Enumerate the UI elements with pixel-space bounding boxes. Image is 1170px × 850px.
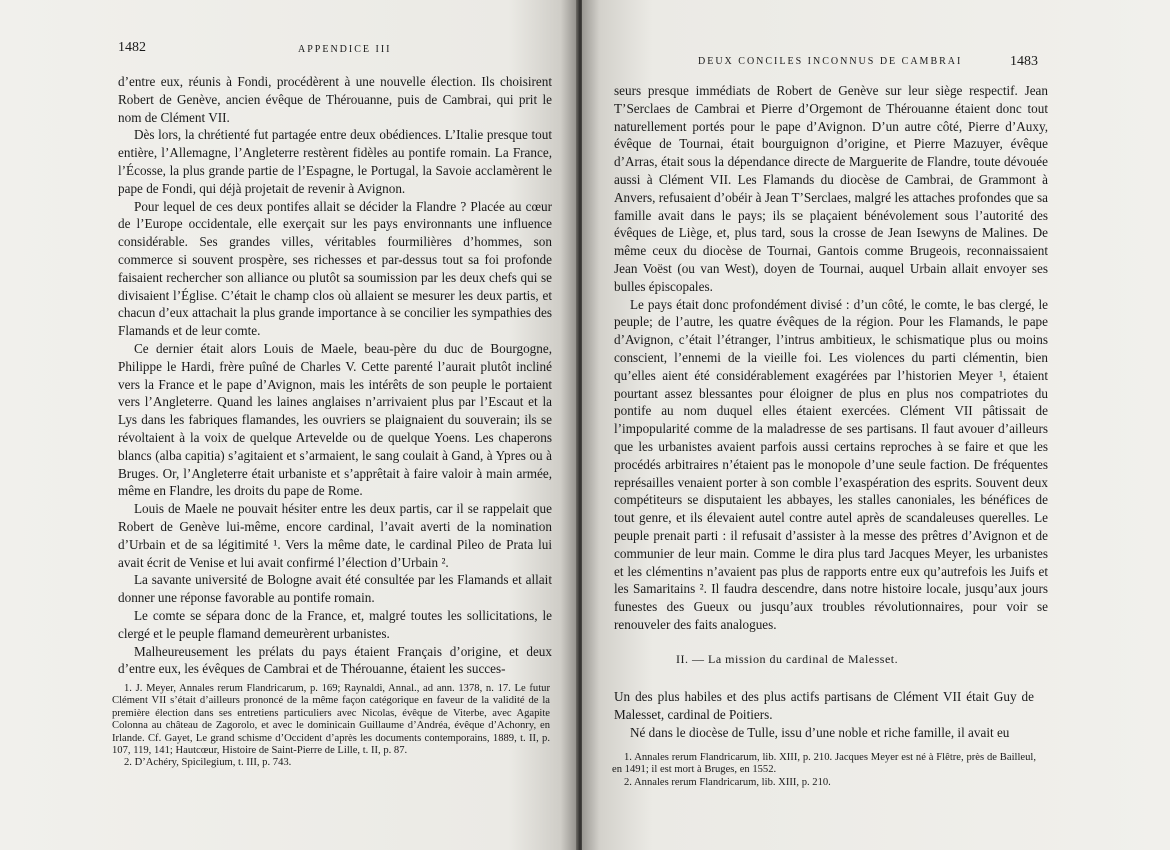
paragraph: Malheureusement les prélats du pays étaient Français d’origine, et deux d’entre eux, les évêques de Cambrai et de Thérouanne, étaient les succes- (118, 643, 552, 677)
footnotes (112, 683, 550, 770)
paragraph: Dès lors, la chrétienté fut partagée entre deux obédiences. L’Italie presque tout entière, l’Allemagne, l’Angleterre restèrent fidèles au pontife romain. La France, l’Écosse, la plus grande partie de l’Espagne, le Portugal, la Savoie acclamèrent le pape de Fondi, qui déjà projetait de revenir à Avignon. (118, 127, 552, 196)
footnote: 1. Annales rerum Flandricarum, lib. XIII, p. 210. Jacques Meyer est né à Flêtre, près de Bailleul, en 1491; il est mort à Bruges, en 1552. (612, 752, 1036, 776)
left-page (0, 0, 578, 850)
footnote: 2. D’Achéry, Spicilegium, t. III, p. 743. (124, 757, 292, 769)
paragraph: Pour lequel de ces deux pontifes allait se décider la Flandre ? Placée au cœur de l’Europe occidentale, elle exerçait sur les pays environnants une influence considérable. Ses grandes villes, véritables fourmilières d’hommes, son commerce si souvent prospère, ses richesses et par-dessus tout sa foi profonde faisaient rechercher son alliance ou plutôt sa soumission par les deux chefs qui se divisaient l’Église. C’était le champ clos où allaient se mesurer les deux partis, et chacun d’eux attachait la plus grande importance à se concilier les sympathies des Flamands et de leur comte. (118, 198, 552, 339)
page-number: 1483 (1010, 54, 1038, 69)
paragraph: d’entre eux, réunis à Fondi, procédèrent à une nouvelle élection. Ils choisirent Robert de Genève, ancien évêque de Thérouanne, puis de Cambrai, qui prit le nom de Clément VII. (118, 74, 552, 125)
paragraph: Le comte se sépara donc de la France, et, malgré toutes les sollicitations, le clergé et le peuple flamand demeurèrent urbanistes. (118, 607, 552, 641)
paragraph: Ce dernier était alors Louis de Maele, beau-père du duc de Bourgogne, Philippe le Hardi, frère puîné de Charles V. Cette parenté l’aurait plutôt incliné vers la France et le pape d’Avignon, mais les intérêts de son peuple le portaient vers l’Angleterre. Quand les laines anglaises n’arrivaient plus par l’Escaut et la Lys dans les fabriques flamandes, les ouvriers se plaignaient du souverain; ils se révoltaient à la voix de quelque Artevelde ou de quelque Yoens. Les chaperons blancs (alba capitia) s’agitaient et s’armaient, le sang coulait à Gand, à Ypres ou à Bruges. Or, l’Angleterre était urbaniste et s’apprêtait à faire valoir à main armée, même en Flandre, les droits du pape de Rome. (118, 340, 552, 499)
body-text (118, 73, 552, 678)
body-text (614, 82, 1048, 634)
page-number: 1482 (118, 40, 146, 55)
paragraph: seurs presque immédiats de Robert de Genève sur leur siège respectif. Jean T’Serclaes de Cambrai et Pierre d’Orgemont de Thérouanne étaient donc tout naturellement portés pour le pape d’Avignon. D’un autre côté, Pierre d’Auxy, évêque de Tournai, était bourguignon d’origine, et Pierre Mazuyer, évêque d’Arras, était sous la dépendance directe de Marguerite de Flandre, toute dévouée aussi à Clément VII. Les Flamands du diocèse de Cambrai, de Grammont à Anvers, refusaient d’obéir à Jean T’Serclaes, malgré les attaches profondes que sa famille avait dans le pays; ils se plaçaient bénévolement sous l’autorité des évêques de Liège, et, plus tard, sous la crosse de Jean Isewyns de Malines. De même ceux du diocèse de Tournai, Gantois comme Brugeois, reconnaissaient Jean Voëst (ou van West), doyen de Tournai, auquel Urbain allait envoyer ses bulles épiscopales. (614, 83, 1048, 294)
footnote: 1. J. Meyer, Annales rerum Flandricarum, p. 169; Raynaldi, Annal., ad ann. 1378, n. 17. Le futur Clément VII s’était d’ailleurs prononcé de la même façon catégorique en faveur de la validité de la première élection dans ses entretiens particuliers avec Nicolas, évêque de Viterbe, avec Agapite Colonna au château de Zagorolo, et avec le dominicain Guillaume d’Andréa, évêque d’Achonry, en Irlande. Cf. Gayet, Le grand schisme d’Occident d’après les documents contemporains, 1889, t. II, p. 107, 119, 141; Hautcœur, Histoire de Saint-Pierre de Lille, t. II, p. 87. (112, 683, 550, 757)
footnotes (612, 752, 1036, 789)
running-title: DEUX CONCILES INCONNUS DE CAMBRAI (698, 56, 963, 67)
paragraph: Le pays était donc profondément divisé : d’un côté, le comte, le bas clergé, le peuple; de l’autre, les quatre évêques de la région. Pour les Flamands, le pape d’Avignon, c’était l’étranger, l’intrus ambitieux, le schismatique plus ou moins conscient, l’ennemi de la vieille foi. Les violences du parti clémentin, bien qu’elles aient été considérablement exagérées par l’historien Meyer ¹, étaient pourtant assez blessantes pour éloigner de plus en plus nos compatriotes du pontife au nom duquel elles étaient exercées. Clément VII pâtissait de l’impopularité comme de la maladresse de ses partisans. Il faut avouer d’ailleurs que les urbanistes avaient parfois aussi certains reproches à se faire et que les procédés arbitraires n’étaient pas le monopole d’une seule faction. De fréquentes représailles venaient porter à son comble l’exaspération des esprits. Souvent deux compétiteurs se disputaient les abbayes, les stalles canoniales, les bénéfices de tout genre, et ils élevaient autel contre autel après de scandaleuses querelles. Le peuple prenait parti : il refusait d’assister à la messe des prêtres d’Avignon et de communier de leur main. Comme le dira plus tard Jacques Meyer, les urbanistes et les clémentins n’avaient pas plus de rapports entre eux qu’autrefois les Juifs et les Samaritains ². Il faudra descendre, dans notre histoire locale, jusqu’aux jours funestes des Gueux ou jusqu’aux troubles révolutionnaires, pour voir se renouveler des faits analogues. (614, 296, 1048, 632)
section-heading: II. — La mission du cardinal de Malesset. (676, 652, 899, 666)
paragraph: Né dans le diocèse de Tulle, issu d’une noble et riche famille, il avait eu (630, 724, 1010, 740)
paragraph: La savante université de Bologne avait été consultée par les Flamands et allait donner une réponse favorable au pontife romain. (118, 572, 552, 606)
footnote: 2. Annales rerum Flandricarum, lib. XIII, p. 210. (624, 776, 831, 788)
paragraph: Un des plus habiles et des plus actifs partisans de Clément VII était Guy de Malesset, cardinal de Poitiers. (614, 689, 1034, 722)
running-title: APPENDICE III (298, 44, 392, 55)
section-text (614, 688, 1034, 741)
right-page (582, 0, 1170, 850)
paragraph: Louis de Maele ne pouvait hésiter entre les deux partis, car il se rappelait que Robert de Genève lui-même, encore cardinal, l’avait averti de la nomination d’Urbain et de sa légitimité ¹. Vers la même date, le cardinal Pileo de Prata lui avait écrit de Venise et lui avait confirmé l’élection d’Urbain ². (118, 501, 552, 570)
